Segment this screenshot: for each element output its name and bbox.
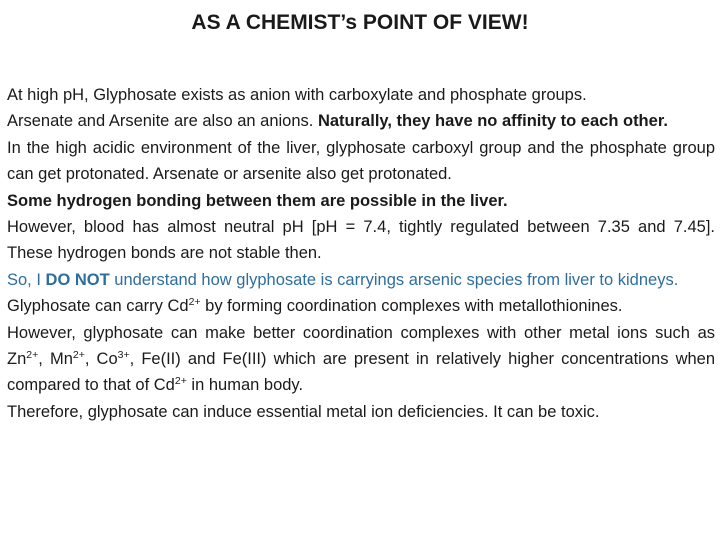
paragraph-bold-text: DO NOT — [45, 270, 110, 289]
paragraph-text: However, glyphosate can make better coordination complexes with other metal ions such as Zn — [7, 323, 715, 369]
paragraph-text: Arsenate and Arsenite are also an anions. — [7, 112, 318, 131]
paragraph-bold-text: Naturally, they have no affinity to each other. — [317, 112, 668, 131]
superscript-charge: 3+ — [117, 349, 130, 362]
superscript-charge: 2+ — [174, 375, 187, 388]
paragraph-text: However, blood has almost neutral pH [pH = 7.4, tightly regulated between 7.35 and 7.45]. These hydrogen bonds are not stable then. — [7, 218, 715, 263]
slide-body — [7, 82, 715, 425]
paragraph-text: by forming coordination complexes with metallothionines. — [200, 297, 623, 316]
paragraph-glyphosate-anion — [7, 82, 715, 108]
paragraph-blood-ph — [7, 214, 715, 267]
paragraph-bold-text: Some hydrogen bonding between them are possible in the liver. — [7, 191, 508, 210]
paragraph-text: understand how glyphosate is carryings arsenic species from liver to kidneys. — [109, 270, 679, 289]
paragraph-text: Therefore, glyphosate can induce essential metal ion deficiencies. It can be toxic. — [7, 402, 600, 421]
paragraph-text: At high pH, Glyphosate exists as anion with carboxylate and phosphate groups. — [7, 86, 587, 104]
paragraph-hydrogen-bonding — [7, 188, 715, 214]
paragraph-text: Glyphosate can carry Cd — [7, 297, 189, 316]
paragraph-arsenate-arsenite — [7, 108, 715, 134]
paragraph-text: So, I — [7, 270, 46, 289]
slide-title: AS A CHEMIST’s POINT OF VIEW! — [191, 11, 529, 34]
paragraph-text: , Fe(II) and Fe(III) which are present in relatively higher concentrations when compared to that of Cd — [7, 350, 716, 395]
paragraph-do-not-understand — [7, 267, 715, 293]
paragraph-text: In the high acidic environment of the liver, glyphosate carboxyl group and the phosphate group can get protonated. Arsenate or arsenite also get protonated. — [7, 138, 715, 184]
paragraph-liver-acidic — [7, 135, 715, 188]
superscript-charge: 2+ — [72, 349, 85, 362]
paragraph-text: , Mn — [38, 350, 73, 369]
paragraph-text: , Co — [84, 350, 118, 369]
paragraph-text: in human body. — [186, 376, 304, 395]
superscript-charge: 2+ — [188, 296, 201, 309]
paragraph-metal-ions — [7, 320, 715, 399]
paragraph-cadmium — [7, 293, 715, 319]
paragraph-toxicity — [7, 399, 715, 425]
superscript-charge: 2+ — [26, 349, 39, 362]
